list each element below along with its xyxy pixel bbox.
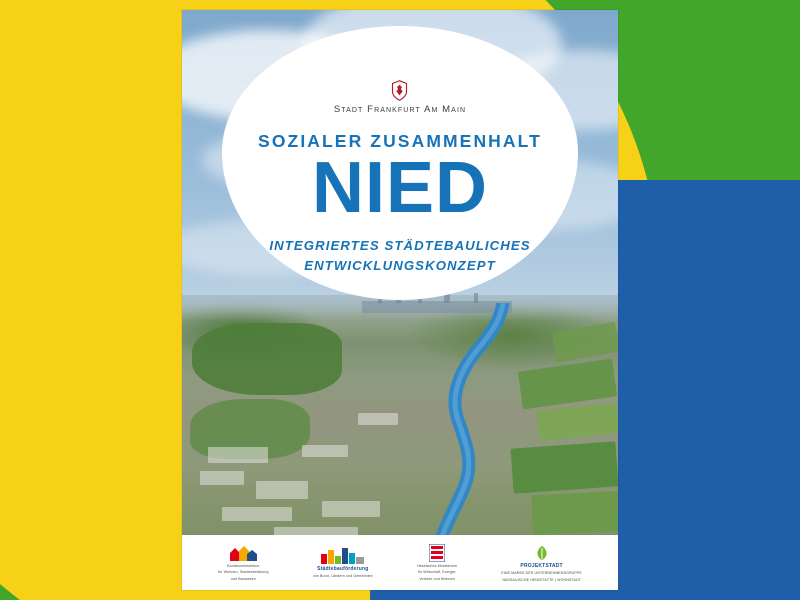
park-area bbox=[192, 323, 342, 395]
built-block bbox=[222, 507, 292, 521]
logo-bmwsb bbox=[218, 544, 268, 581]
logo-projektstadt bbox=[501, 543, 582, 582]
cover-photo bbox=[182, 10, 618, 555]
farm-field bbox=[537, 403, 618, 441]
built-block bbox=[302, 445, 348, 457]
farm-field bbox=[552, 322, 618, 363]
logo-caption-line-1: Bundesministerium bbox=[227, 563, 260, 568]
logo-caption-line-2: EINE MARKE DER UNTERNEHMENSGRUPPE bbox=[501, 571, 582, 576]
logo-staedtebaufoerderung bbox=[313, 546, 373, 579]
logo-hessen bbox=[417, 544, 457, 581]
farm-field bbox=[531, 491, 618, 536]
built-block bbox=[256, 481, 308, 499]
built-block bbox=[358, 413, 398, 425]
cover-subtitle bbox=[269, 236, 530, 274]
logo-caption-line-3: und Bauwesen bbox=[230, 576, 256, 581]
publisher-logo bbox=[334, 80, 466, 115]
farm-field bbox=[518, 359, 617, 410]
aerial-city-view bbox=[182, 295, 618, 555]
leaf-logo-icon bbox=[535, 543, 549, 561]
logo-caption-line-2: von Bund, Ländern und Gemeinden bbox=[312, 574, 373, 579]
hessen-lion-logo-icon bbox=[429, 544, 445, 562]
built-block bbox=[208, 447, 268, 463]
built-block bbox=[322, 501, 380, 517]
frankfurt-eagle-crest-icon bbox=[391, 80, 408, 101]
city-skyline-logo-icon bbox=[320, 546, 366, 564]
logo-caption-line-3: Verkehr und Wohnen bbox=[419, 576, 455, 581]
tower-shape bbox=[474, 293, 478, 303]
logo-caption-line-2: für Wirtschaft, Energie, bbox=[417, 570, 457, 575]
cover-subtitle-line-2: ENTWICKLUNGSKONZEPT bbox=[304, 257, 496, 273]
river-main bbox=[407, 303, 527, 555]
cover-kicker: SOZIALER ZUSAMMENHALT bbox=[258, 131, 542, 151]
logo-caption-line-1: Hessisches Ministerium bbox=[417, 563, 458, 568]
cover-headline: NIED bbox=[311, 148, 489, 228]
title-panel bbox=[222, 26, 578, 300]
partner-logo-bar bbox=[182, 535, 618, 590]
logo-caption-line-2: für Wohnen, Stadtentwicklung bbox=[218, 570, 269, 575]
publisher-name: Stadt Frankfurt Am Main bbox=[333, 104, 467, 115]
logo-caption-line-1: PROJEKTSTADT bbox=[520, 562, 563, 569]
cover-subtitle-line-1: INTEGRIERTES STÄDTEBAULICHES bbox=[269, 238, 531, 254]
document-cover bbox=[182, 10, 618, 590]
logo-caption-line-1: Städtebauförderung bbox=[317, 566, 369, 573]
logo-caption-line-3: NASSAUISCHE HEIMSTÄTTE | WOHNSTADT bbox=[502, 577, 581, 582]
built-block bbox=[200, 471, 244, 485]
houses-logo-icon bbox=[228, 544, 258, 562]
